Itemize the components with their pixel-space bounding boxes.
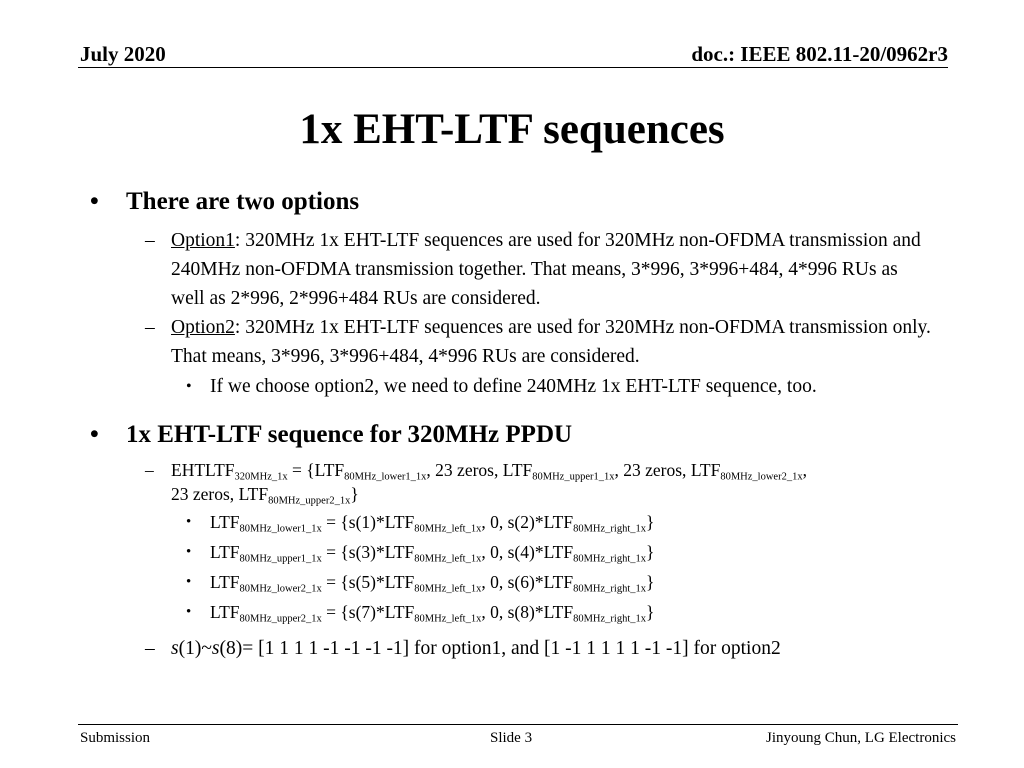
option1-text: Option1: 320MHz 1x EHT-LTF sequences are used for 320MHz non-OFDMA transmission and 240MHz non-OFDMA transmission together. That means, 3*996, 3*996+484, 4*996 RUs as well as 2*996, 2*996+484 RUs are considered. <box>171 230 921 309</box>
bullet-two-options-text: There are two options <box>126 188 360 215</box>
option2-item <box>145 313 935 371</box>
header-date: July 2020 <box>80 42 166 66</box>
option2-text: Option2: 320MHz 1x EHT-LTF sequences are used for 320MHz non-OFDMA transmission only. That means, 3*996, 3*996+484, 4*996 RUs are considered. <box>171 317 931 367</box>
footer-slide-number: Slide 3 <box>490 730 533 746</box>
dash-glyph: – <box>145 230 155 251</box>
option2-label: Option2 <box>171 317 235 338</box>
bullet-glyph: • <box>186 544 192 560</box>
bullet-glyph: • <box>90 188 99 215</box>
dash-glyph: – <box>145 317 155 338</box>
footer-rule <box>78 724 958 725</box>
header-doc-id: doc.: IEEE 802.11-20/0962r3 <box>691 42 948 66</box>
ltf-upper2-text: $LTF_{80MHz\_upper2\_1x} = \{s(7)*LTF_{80MHz\_left\_1x}$, 0, $s(8)*LTF_{80MHz\_right\_1x}$} <box>210 602 655 625</box>
footer-submission: Submission <box>80 730 151 746</box>
option1-label: Option1 <box>171 230 235 251</box>
option1-item <box>145 226 935 313</box>
bullet-glyph: • <box>186 574 192 590</box>
ltf-lower2-text: $LTF_{80MHz\_lower2\_1x} = \{s(5)*LTF_{80MHz\_left\_1x}$, 0, $s(6)*LTF_{80MHz\_right\_1x}$} <box>210 572 655 595</box>
bullet-glyph: • <box>186 378 192 395</box>
s-values-text: s(1)~s(8)= [1 1 1 1 -1 -1 -1 -1] for option1, and [1 -1 1 1 1 1 -1 -1] for option2 <box>171 638 781 659</box>
ehtltf-equation <box>145 458 945 506</box>
bullet-glyph: • <box>186 514 192 530</box>
bullet-glyph: • <box>90 421 99 448</box>
ltf-lower1-text: $LTF_{80MHz\_lower1\_1x} = \{s(1)*LTF_{80MHz\_left\_1x}$, 0, $s(2)*LTF_{80MHz\_right\_1x}$} <box>210 512 655 535</box>
slide-title: 1x EHT-LTF sequences <box>299 106 725 153</box>
header-rule <box>78 67 948 68</box>
dash-glyph: – <box>145 638 155 659</box>
bullet-glyph: • <box>186 604 192 620</box>
option2-sub-text: If we choose option2, we need to define 240MHz 1x EHT-LTF sequence, too. <box>210 376 817 397</box>
dash-glyph: – <box>145 460 154 480</box>
s-values-item <box>145 634 945 663</box>
ltf-upper1-text: $LTF_{80MHz\_upper1\_1x} = \{s(3)*LTF_{80MHz\_left\_1x}$, 0, $s(4)*LTF_{80MHz\_right\_1x}$} <box>210 542 655 565</box>
bullet-320mhz-ppdu-text: 1x EHT-LTF sequence for 320MHz PPDU <box>126 421 573 448</box>
footer-author: Jinyoung Chun, LG Electronics <box>766 730 956 746</box>
ehtltf-equation-text: $EHTLTF_{320MHz\_1x} = \{LTF_{80MHz\_lower1\_1x}$, 23 zeros, $LTF_{80MHz\_upper1\_1x}$, 23 zeros, $LTF_{80MHz\_lower2\_1x}$, 23 zeros, $LTF_{80MHz\_upper2\_1x}$} <box>171 460 807 507</box>
